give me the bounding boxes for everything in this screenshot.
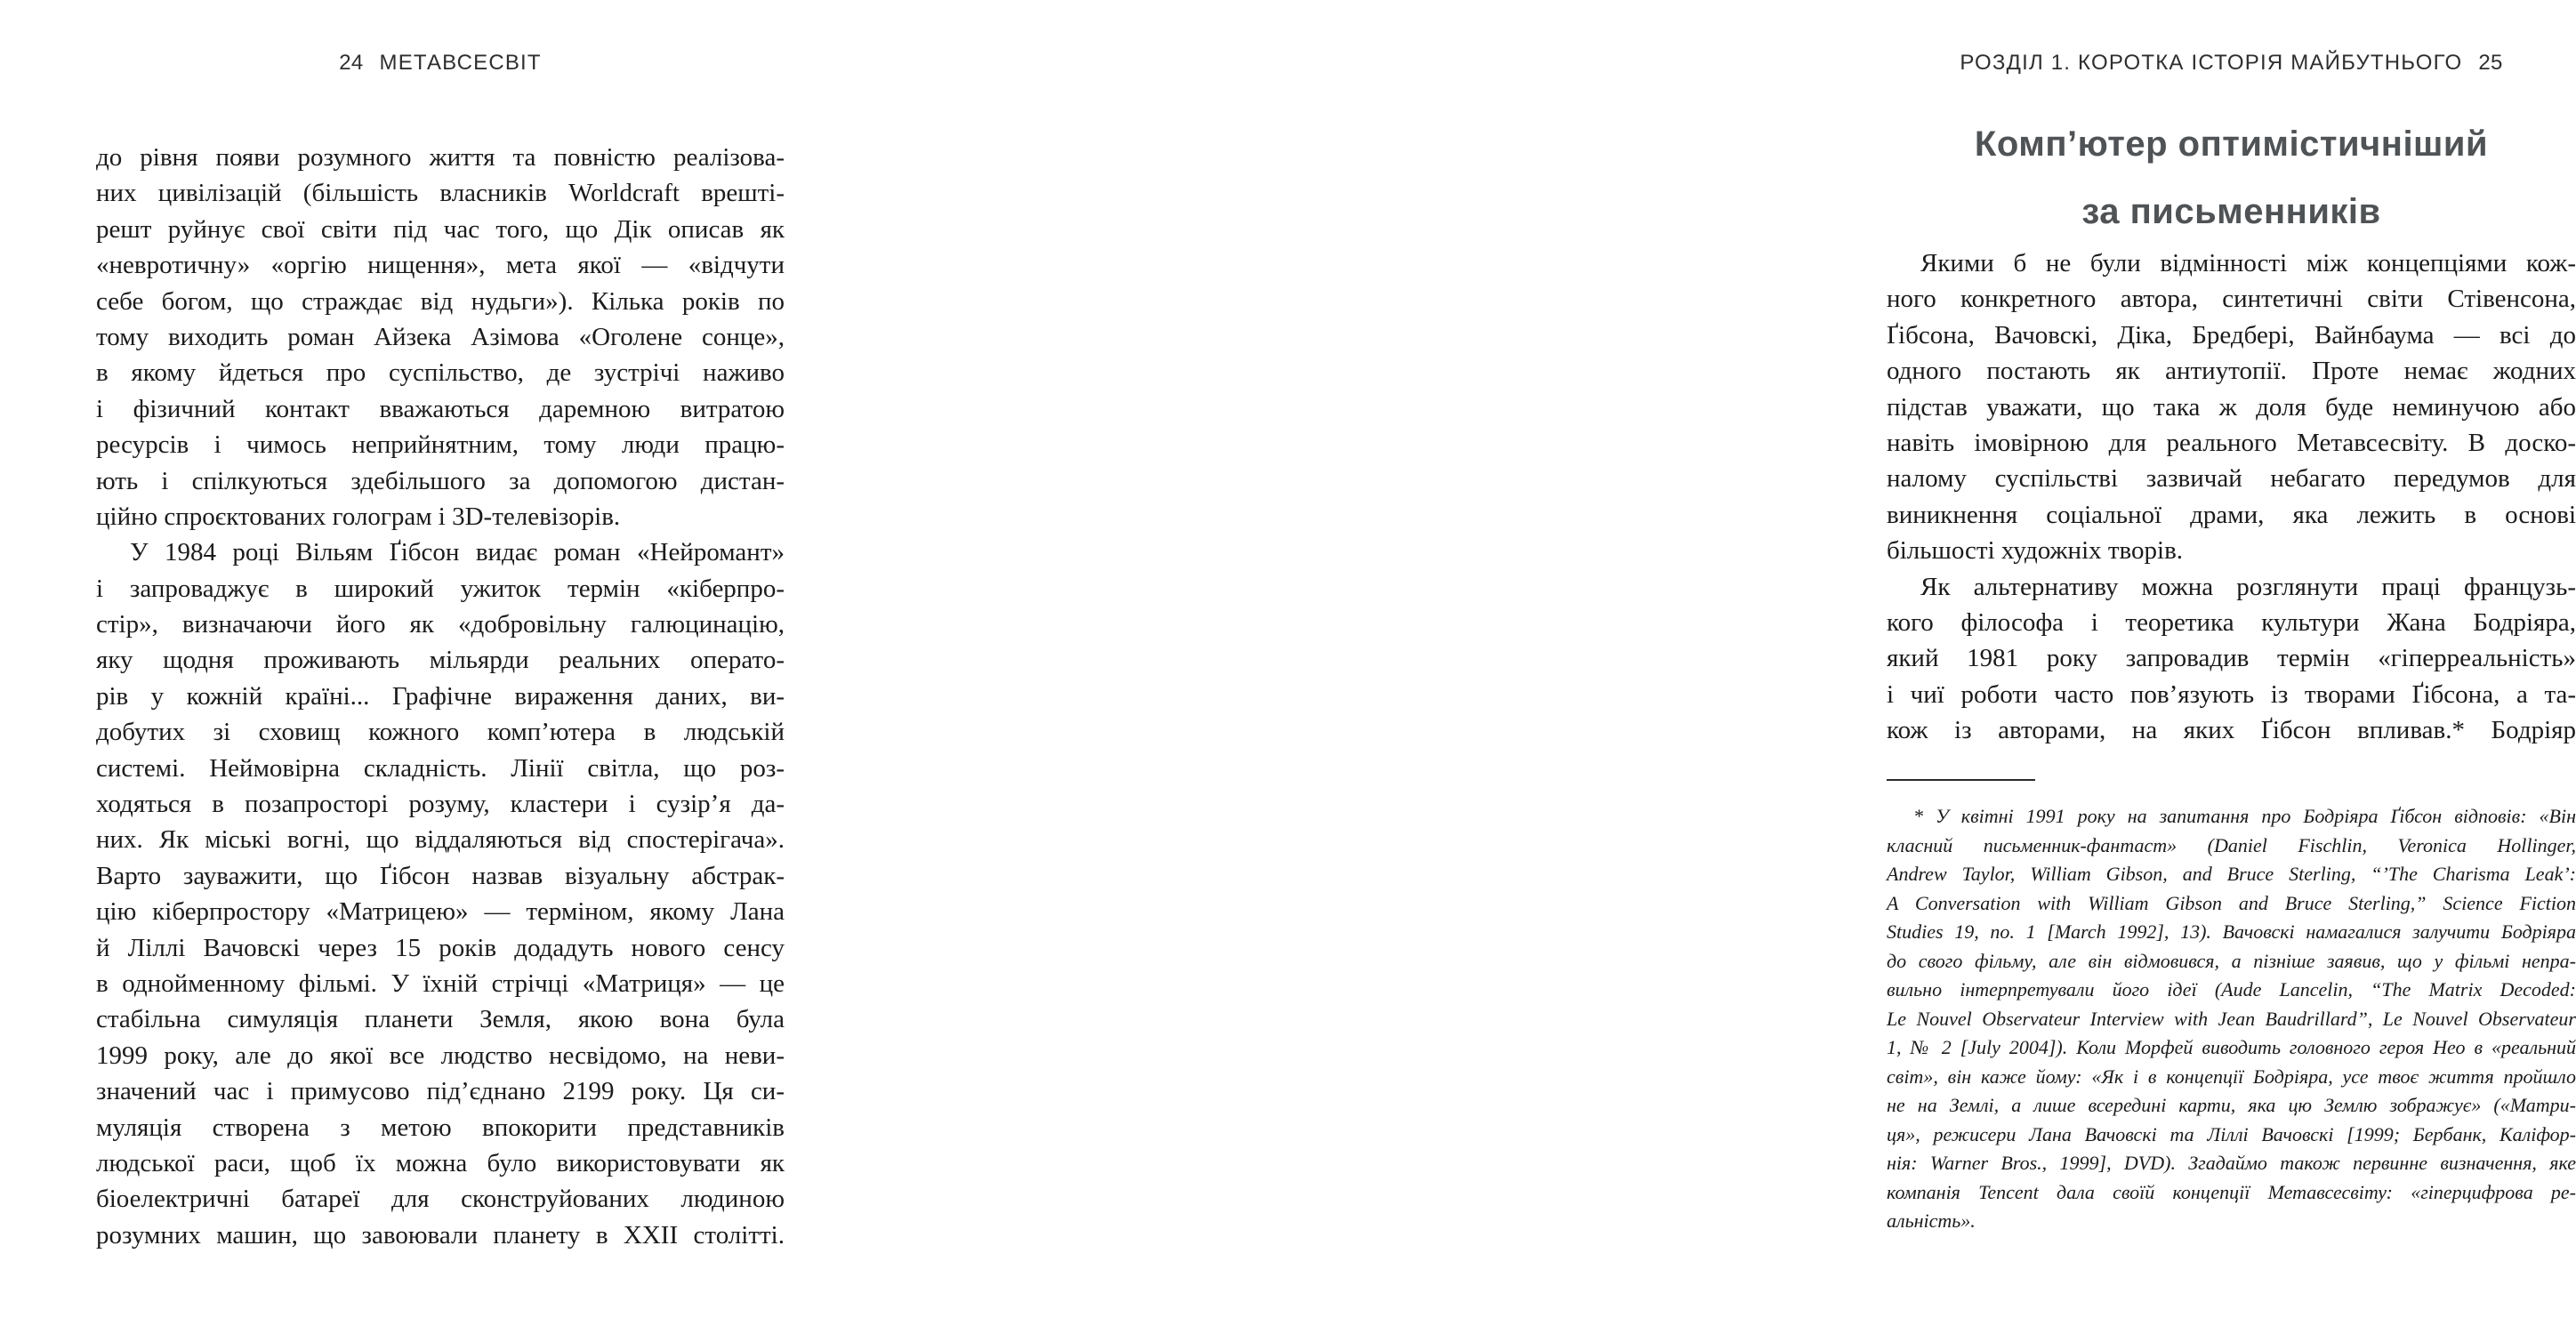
paragraph-gibson: [96, 534, 785, 1253]
text-line: системі. Неймовірна складність. Лінії світла, що роз-: [96, 753, 785, 783]
text-line: ця», режисери Лана Вачовскі та Ліллі Вачовскі [1999; Бербанк, Каліфор-: [1887, 1122, 2576, 1145]
text-line: стір», визначаючи його як «добровільну галюцинацію,: [96, 610, 785, 639]
text-line: вильно інтерпретували його ідеї (Aude Lancelin, “The Matrix Decoded:: [1887, 978, 2576, 1000]
text-line: 1, № 2 [July 2004]). Коли Морфей виводить головного героя Нео в «реальний: [1887, 1036, 2576, 1058]
text-line: Ґібсона, Вачовскі, Діка, Бредбері, Вайнбаума — всі до: [1887, 320, 2576, 350]
text-line: до рівня появи розумного життя та повністю реалізова-: [96, 143, 785, 172]
text-line: ного конкретного автора, синтетичні світи Стівенсона,: [1887, 285, 2576, 314]
text-line: ційно спроєктованих голограм і 3D-телевізорів.: [96, 502, 621, 531]
text-line: добутих зі сховищ кожного комп’ютера в людській: [96, 718, 785, 747]
text-line: муляція створена з метою впокорити представників: [96, 1113, 785, 1142]
page-number-left: 24: [339, 51, 364, 75]
text-line: тому виходить роман Айзека Азімова «Оголене сонце»,: [96, 322, 785, 351]
text-line: одного постають як антиутопії. Проте немає жодних: [1887, 357, 2576, 386]
footnote-separator: [1887, 779, 2035, 781]
text-line: ресурсів і чимось неприйнятним, тому люди працю-: [96, 430, 785, 460]
text-line: Studies 19, no. 1 [March 1992], 13). Вачовскі намагалися залучити Бодріяра: [1887, 920, 2576, 943]
text-line: не на Землі, а лише всередині карти, яка цю Землю зображує» («Матри-: [1887, 1094, 2576, 1116]
text-line: більшості художніх творів.: [1887, 536, 2184, 566]
text-line: навіть імовірною для реального Метавсесвіту. В доско-: [1887, 428, 2576, 457]
text-line: людської раси, щоб їх можна було використовувати як: [96, 1148, 785, 1177]
text-line: підстав уважати, що така ж доля буде неминучою або: [1887, 392, 2576, 422]
paragraph-continued: [96, 140, 785, 534]
text-line: ходяться в позапросторі розуму, кластери і сузір’я да-: [96, 790, 785, 819]
text-line: який 1981 року запровадив термін «гіперреальність»: [1887, 644, 2576, 673]
text-line: «невротичну» «оргію нищення», мета якої — «відчути: [96, 251, 785, 280]
text-line: решт руйнує свої світи під час того, що Дік описав як: [96, 214, 785, 244]
text-line: в однойменному фільмі. У їхній стрічці «Матриця» — це: [96, 968, 785, 998]
text-line: налому суспільстві зазвичай небагато передумов для: [1887, 464, 2576, 494]
section-heading: [1887, 110, 2576, 245]
running-title-left: МЕТАВСЕСВІТ: [379, 51, 542, 75]
page-number-right: 25: [2478, 51, 2503, 75]
paragraph-differences: [1887, 245, 2576, 569]
text-line: і запроваджує в широкий ужиток термін «кіберпро-: [96, 574, 785, 603]
text-line: кож із авторами, на яких Ґібсон впливав.* Бодріяр: [1887, 716, 2576, 745]
section-heading-line2: за письменників: [2081, 192, 2381, 231]
paragraph-baudrillard: [1887, 569, 2576, 749]
text-line: рів у кожній країні... Графічне вираження даних, ви-: [96, 681, 785, 711]
text-line: значений час і примусово під’єднано 2199 року. Ця си-: [96, 1077, 785, 1106]
text-line: * У квітні 1991 року на запитання про Бодріяра Ґібсон відповів: «Він: [1913, 805, 2576, 827]
text-line: себе богом, що страждає від нудьги»). Кілька років по: [96, 286, 785, 316]
text-line: і фізичний контакт вважаються даремною витратою: [96, 394, 785, 423]
text-line: світ», він каже йому: «Як і в концепції Бодріяра, усе твоє життя пройшло: [1887, 1065, 2576, 1088]
text-line: Le Nouvel Observateur Interview with Jean Baudrillard”, Le Nouvel Observateur: [1887, 1007, 2576, 1030]
text-line: в якому йдеться про суспільство, де зустрічі наживо: [96, 358, 785, 388]
running-head-right: [1887, 51, 2576, 76]
text-line: і чиї роботи часто пов’язують із творами Ґібсона, а та-: [1887, 679, 2576, 709]
section-heading-line1: Комп’ютер оптимістичніший: [1974, 125, 2489, 164]
text-line: розумних машин, що завоювали планету в XXII столітті.: [96, 1220, 785, 1250]
text-line: виникнення соціальної драми, яка лежить в основі: [1887, 500, 2576, 529]
running-title-right: РОЗДІЛ 1. КОРОТКА ІСТОРІЯ МАЙБУТНЬОГО: [1960, 51, 2463, 75]
text-line: Якими б не були відмінності між концепціями кож-: [1920, 249, 2576, 277]
text-line: цію кіберпростору «Матрицею» — терміном, якому Лана: [96, 897, 785, 927]
text-line: Andrew Taylor, William Gibson, and Bruce Sterling, “’The Charisma Leak’:: [1887, 863, 2576, 885]
text-line: класний письменник-фантаст» (Daniel Fischlin, Veronica Hollinger,: [1887, 833, 2576, 856]
text-line: Як альтернативу можна розглянути праці французь-: [1920, 572, 2576, 601]
footnote-block: [1887, 802, 2576, 1236]
text-column-right: [1887, 245, 2576, 748]
page-25: [890, 0, 2576, 1334]
text-line: Варто зауважити, що Ґібсон назвав візуальну абстрак-: [96, 861, 785, 890]
text-line: нія: Warner Bros., 1999], DVD). Згадаймо також первинне визначення, яке: [1887, 1152, 2576, 1174]
text-line: 1999 року, але до якої все людство несвідомо, на неви-: [96, 1041, 785, 1070]
text-line: яку щодня проживають мільярди реальних операто-: [96, 646, 785, 675]
text-line: стабільна симуляція планети Земля, якою вона була: [96, 1005, 785, 1034]
text-line: альність».: [1887, 1209, 1976, 1232]
text-line: A Conversation with William Gibson and Bruce Sterling,” Science Fiction: [1887, 891, 2576, 914]
running-head-left: [96, 51, 785, 76]
text-line: біоелектричні батареї для сконструйованих людиною: [96, 1185, 785, 1214]
page-24: [0, 0, 890, 1334]
text-line: кого філософа і теоретика культури Жана Бодріяра,: [1887, 607, 2576, 637]
text-line: компанія Tencent дала своїй концепції Метавсесвіту: «гіперцифрова ре-: [1887, 1180, 2576, 1203]
text-line: до свого фільму, але він відмовився, а пізніше заявив, що у фільмі непра-: [1887, 949, 2576, 972]
text-line: них. Як міські вогні, що віддаляються від спостерігача».: [96, 825, 785, 855]
text-line: ють і спілкуються здебільшого за допомогою дистан-: [96, 466, 785, 495]
text-line: й Ліллі Вачовскі через 15 років додадуть нового сенсу: [96, 933, 785, 962]
text-line: У 1984 році Вільям Ґібсон видає роман «Нейромант»: [130, 538, 785, 567]
text-column-left: [96, 140, 785, 1253]
text-line: них цивілізацій (більшість власників Worldcraft врешті-: [96, 179, 785, 208]
